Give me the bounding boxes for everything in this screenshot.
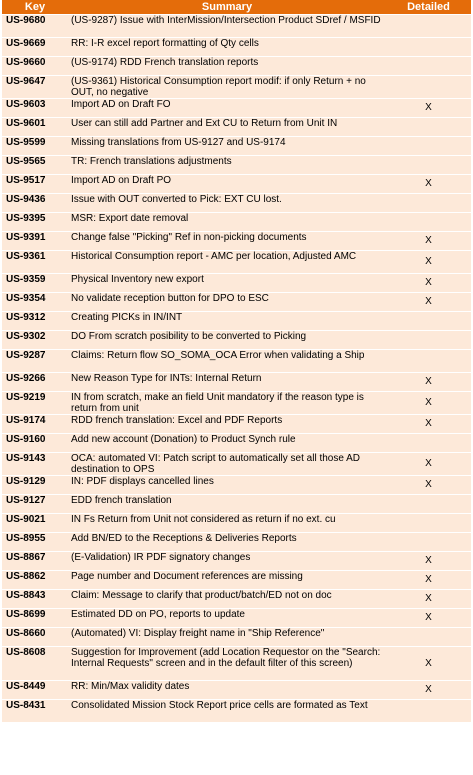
row-summary: Estimated DD on PO, reports to update bbox=[68, 609, 386, 628]
row-key: US-9565 bbox=[2, 156, 68, 175]
row-detailed bbox=[386, 533, 471, 552]
table-row bbox=[2, 533, 471, 552]
row-summary: Change false "Picking" Ref in non-picking documents bbox=[68, 232, 386, 251]
table-row bbox=[2, 118, 471, 137]
row-summary: RDD french translation: Excel and PDF Reports bbox=[68, 415, 386, 434]
row-summary: No validate reception button for DPO to ESC bbox=[68, 293, 386, 312]
row-detailed bbox=[386, 57, 471, 76]
table-row bbox=[2, 137, 471, 156]
table-row bbox=[2, 373, 471, 392]
row-summary: (E-Validation) IR PDF signatory changes bbox=[68, 552, 386, 571]
row-key: US-9395 bbox=[2, 213, 68, 232]
row-detailed: X bbox=[386, 293, 471, 312]
row-key: US-9660 bbox=[2, 57, 68, 76]
table-row bbox=[2, 514, 471, 533]
row-summary: Creating PICKs in IN/INT bbox=[68, 312, 386, 331]
row-detailed: X bbox=[386, 476, 471, 495]
row-key: US-9143 bbox=[2, 453, 68, 476]
table-row bbox=[2, 495, 471, 514]
row-detailed: X bbox=[386, 373, 471, 392]
row-key: US-9219 bbox=[2, 392, 68, 415]
row-key: US-8699 bbox=[2, 609, 68, 628]
row-summary: (US-9361) Historical Consumption report modif: if only Return + no OUT, no negative bbox=[68, 76, 386, 99]
table-row bbox=[2, 590, 471, 609]
row-detailed bbox=[386, 628, 471, 647]
table-body bbox=[2, 15, 471, 723]
row-summary: RR: I-R excel report formatting of Qty cells bbox=[68, 38, 386, 57]
row-summary: Missing translations from US-9127 and US-9174 bbox=[68, 137, 386, 156]
row-summary: Historical Consumption report - AMC per location, Adjusted AMC bbox=[68, 251, 386, 274]
table-row bbox=[2, 213, 471, 232]
table-row bbox=[2, 15, 471, 38]
row-detailed bbox=[386, 15, 471, 38]
row-summary: IN: PDF displays cancelled lines bbox=[68, 476, 386, 495]
row-detailed: X bbox=[386, 99, 471, 118]
row-summary: IN Fs Return from Unit not considered as return if no ext. cu bbox=[68, 514, 386, 533]
row-summary: TR: French translations adjustments bbox=[68, 156, 386, 175]
row-summary: User can still add Partner and Ext CU to Return from Unit IN bbox=[68, 118, 386, 137]
row-detailed bbox=[386, 495, 471, 514]
row-summary: IN from scratch, make an field Unit mandatory if the reason type is return from unit bbox=[68, 392, 386, 415]
row-summary: Import AD on Draft PO bbox=[68, 175, 386, 194]
table-row bbox=[2, 453, 471, 476]
table-row bbox=[2, 175, 471, 194]
row-summary: Consolidated Mission Stock Report price cells are formated as Text bbox=[68, 700, 386, 723]
row-detailed bbox=[386, 137, 471, 156]
table-row bbox=[2, 681, 471, 700]
row-summary: New Reason Type for INTs: Internal Return bbox=[68, 373, 386, 392]
row-detailed: X bbox=[386, 232, 471, 251]
row-key: US-9312 bbox=[2, 312, 68, 331]
row-detailed: X bbox=[386, 590, 471, 609]
row-summary: Physical Inventory new export bbox=[68, 274, 386, 293]
table-row bbox=[2, 700, 471, 723]
row-summary: Page number and Document references are missing bbox=[68, 571, 386, 590]
row-summary: Add BN/ED to the Receptions & Deliveries Reports bbox=[68, 533, 386, 552]
row-key: US-9302 bbox=[2, 331, 68, 350]
header-summary: Summary bbox=[68, 0, 386, 15]
row-summary: (Automated) VI: Display freight name in "Ship Reference" bbox=[68, 628, 386, 647]
row-detailed bbox=[386, 38, 471, 57]
row-summary: (US-9174) RDD French translation reports bbox=[68, 57, 386, 76]
table-row bbox=[2, 76, 471, 99]
table-row bbox=[2, 628, 471, 647]
row-summary: Issue with OUT converted to Pick: EXT CU lost. bbox=[68, 194, 386, 213]
row-detailed: X bbox=[386, 274, 471, 293]
row-key: US-9669 bbox=[2, 38, 68, 57]
row-detailed bbox=[386, 514, 471, 533]
table-row bbox=[2, 293, 471, 312]
row-detailed: X bbox=[386, 175, 471, 194]
table-row bbox=[2, 156, 471, 175]
row-key: US-9391 bbox=[2, 232, 68, 251]
table-row bbox=[2, 57, 471, 76]
row-key: US-9517 bbox=[2, 175, 68, 194]
row-detailed bbox=[386, 213, 471, 232]
table-row bbox=[2, 251, 471, 274]
row-detailed bbox=[386, 118, 471, 137]
row-detailed: X bbox=[386, 571, 471, 590]
row-detailed: X bbox=[386, 453, 471, 476]
row-key: US-8431 bbox=[2, 700, 68, 723]
table-row bbox=[2, 392, 471, 415]
row-key: US-8843 bbox=[2, 590, 68, 609]
row-detailed: X bbox=[386, 251, 471, 274]
header-row bbox=[2, 0, 471, 15]
table-row bbox=[2, 274, 471, 293]
row-key: US-8608 bbox=[2, 647, 68, 681]
row-detailed bbox=[386, 350, 471, 373]
table-row bbox=[2, 415, 471, 434]
row-summary: EDD french translation bbox=[68, 495, 386, 514]
header-key: Key bbox=[2, 0, 68, 15]
row-detailed bbox=[386, 434, 471, 453]
issues-table bbox=[2, 0, 471, 723]
row-key: US-9266 bbox=[2, 373, 68, 392]
table-row bbox=[2, 312, 471, 331]
table-row bbox=[2, 434, 471, 453]
row-key: US-9599 bbox=[2, 137, 68, 156]
row-summary: OCA: automated VI: Patch script to automatically set all those AD destination to OPS bbox=[68, 453, 386, 476]
row-detailed bbox=[386, 76, 471, 99]
row-detailed bbox=[386, 194, 471, 213]
table-row bbox=[2, 609, 471, 628]
row-key: US-9127 bbox=[2, 495, 68, 514]
row-summary: DO From scratch posibility to be converted to Picking bbox=[68, 331, 386, 350]
row-detailed: X bbox=[386, 609, 471, 628]
row-key: US-9601 bbox=[2, 118, 68, 137]
table-row bbox=[2, 350, 471, 373]
row-key: US-9436 bbox=[2, 194, 68, 213]
row-key: US-9174 bbox=[2, 415, 68, 434]
row-key: US-9361 bbox=[2, 251, 68, 274]
row-key: US-9354 bbox=[2, 293, 68, 312]
table-row bbox=[2, 232, 471, 251]
row-key: US-8955 bbox=[2, 533, 68, 552]
table-row bbox=[2, 99, 471, 118]
table-row bbox=[2, 571, 471, 590]
row-key: US-9287 bbox=[2, 350, 68, 373]
row-summary: Import AD on Draft FO bbox=[68, 99, 386, 118]
row-key: US-8867 bbox=[2, 552, 68, 571]
row-key: US-9603 bbox=[2, 99, 68, 118]
row-key: US-9647 bbox=[2, 76, 68, 99]
table-row bbox=[2, 331, 471, 350]
row-detailed: X bbox=[386, 392, 471, 415]
row-detailed: X bbox=[386, 681, 471, 700]
row-detailed bbox=[386, 156, 471, 175]
row-summary: MSR: Export date removal bbox=[68, 213, 386, 232]
table-row bbox=[2, 476, 471, 495]
row-detailed: X bbox=[386, 647, 471, 681]
row-key: US-9129 bbox=[2, 476, 68, 495]
row-key: US-8449 bbox=[2, 681, 68, 700]
row-key: US-9160 bbox=[2, 434, 68, 453]
table-row bbox=[2, 38, 471, 57]
row-summary: Add new account (Donation) to Product Synch rule bbox=[68, 434, 386, 453]
row-detailed bbox=[386, 312, 471, 331]
row-detailed: X bbox=[386, 552, 471, 571]
table-row bbox=[2, 194, 471, 213]
table-row bbox=[2, 647, 471, 681]
row-detailed bbox=[386, 331, 471, 350]
row-summary: (US-9287) Issue with InterMission/Intersection Product SDref / MSFID bbox=[68, 15, 386, 38]
row-key: US-8862 bbox=[2, 571, 68, 590]
row-key: US-8660 bbox=[2, 628, 68, 647]
row-detailed: X bbox=[386, 415, 471, 434]
row-summary: Suggestion for Improvement (add Location Requestor on the "Search: Internal Requests" screen and in the default filter of this screen) bbox=[68, 647, 386, 681]
row-key: US-9359 bbox=[2, 274, 68, 293]
row-key: US-9680 bbox=[2, 15, 68, 38]
table-row bbox=[2, 552, 471, 571]
row-summary: RR: Min/Max validity dates bbox=[68, 681, 386, 700]
row-detailed bbox=[386, 700, 471, 723]
row-key: US-9021 bbox=[2, 514, 68, 533]
row-summary: Claim: Message to clarify that product/batch/ED not on doc bbox=[68, 590, 386, 609]
header-detailed: Detailed bbox=[386, 0, 471, 15]
row-summary: Claims: Return flow SO_SOMA_OCA Error when validating a Ship bbox=[68, 350, 386, 373]
